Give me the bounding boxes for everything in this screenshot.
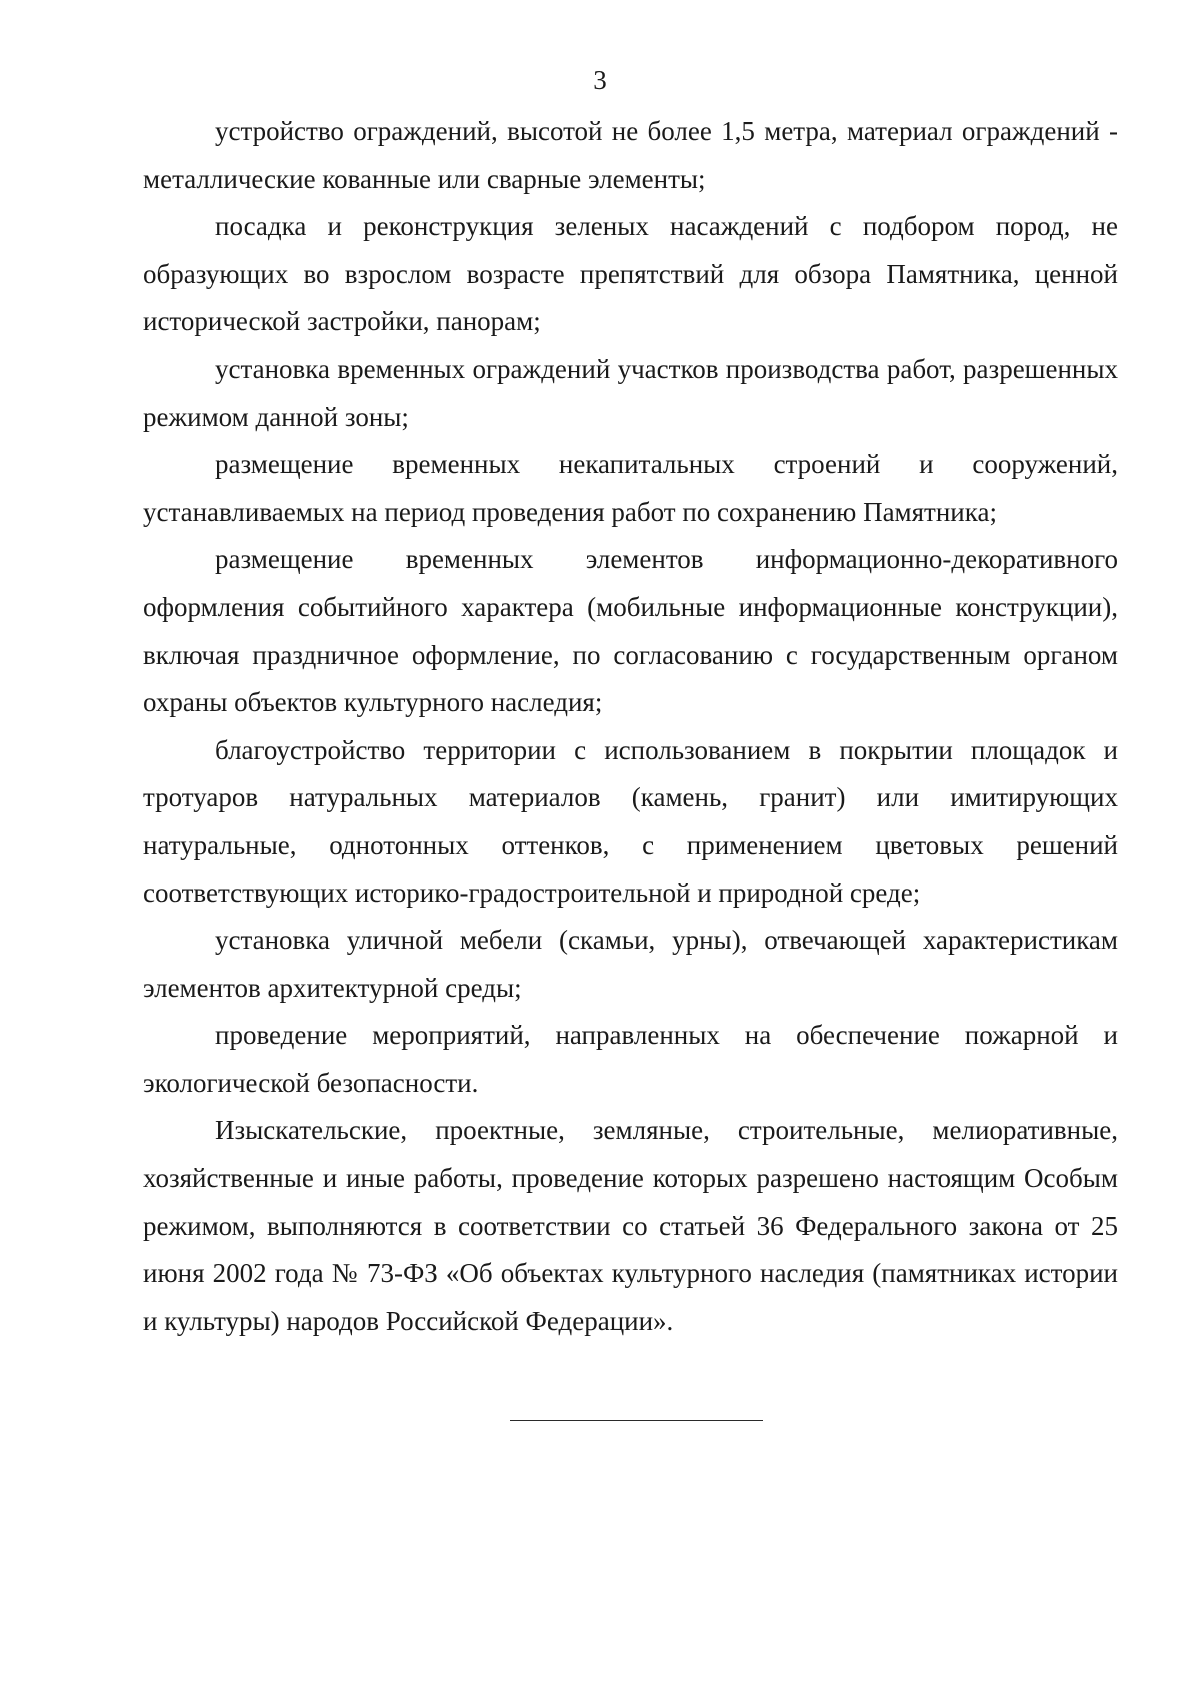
paragraph-temporary-fencing: установка временных ограждений участков производства работ, разрешенных режимом данной зоны; — [143, 353, 1118, 432]
paragraph-temporary-structures: размещение временных некапитальных строений и сооружений, устанавливаемых на период проведения работ по сохранению Памятника; — [143, 449, 1118, 527]
document-body — [143, 108, 1118, 1345]
page-number: 3 — [593, 65, 607, 95]
paragraph-landscaping: благоустройство территории с использованием в покрытии площадок и тротуаров натуральных материалов (камень, гранит) или имитирующих натуральные, однотонных оттенков, с применением цветовых решений соответствующих историко-градостроительной и природной среде; — [143, 734, 1118, 908]
end-of-document-rule — [510, 1420, 763, 1421]
paragraph-fencing: устройство ограждений, высотой не более 1,5 метра, материал ограждений - металлические кованные или сварные элементы; — [143, 116, 1118, 194]
paragraph-safety-measures: проведение мероприятий, направленных на обеспечение пожарной и экологической безопасности. — [143, 1020, 1118, 1098]
paragraph-works-conditions: Изыскательские, проектные, земляные, строительные, мелиоративные, хозяйственные и иные работы, проведение которых разрешено настоящим Особым режимом, выполняются в соответствии со статьей 36 Федерального закона от 25 июня 2002 года № 73-ФЗ «Об объектах культурного наследия (памятниках истории и культуры) народов Российской Федерации». — [143, 1115, 1118, 1336]
paragraph-street-furniture: установка уличной мебели (скамьи, урны), отвечающей характеристикам элементов архитектурной среды; — [143, 925, 1118, 1003]
paragraph-decorative-elements: размещение временных элементов информационно-декоративного оформления событийного характера (мобильные информационные конструкции), включая праздничное оформление, по согласованию с государственным органом охраны объектов культурного наследия; — [143, 544, 1118, 718]
paragraph-green-planting: посадка и реконструкция зеленых насаждений с подбором пород, не образующих во взрослом возрасте препятствий для обзора Памятника, ценной исторической застройки, панорам; — [143, 211, 1118, 337]
